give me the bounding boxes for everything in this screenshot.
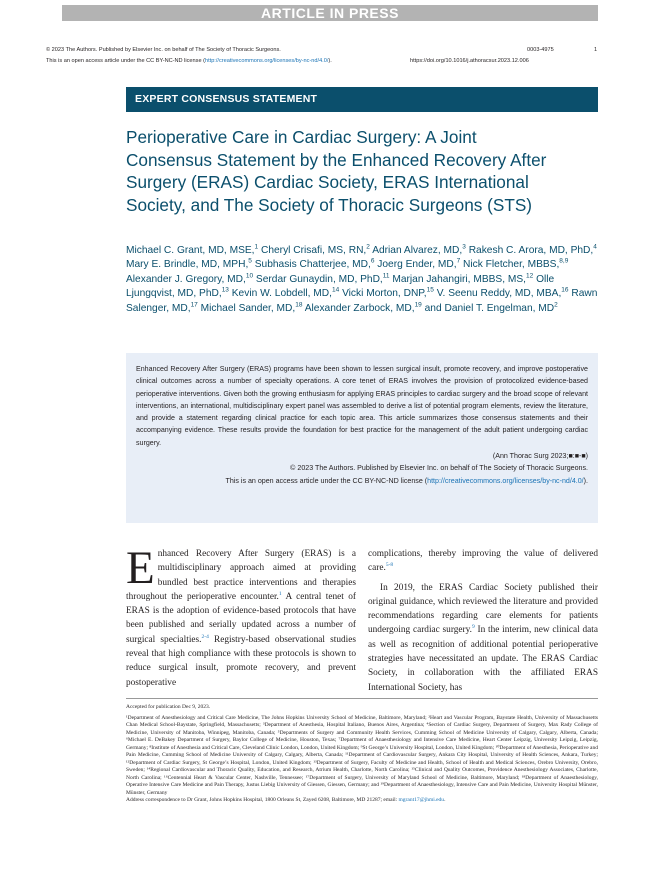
- author-affiliation: 18: [295, 301, 303, 309]
- author-name: Serdar Gunaydin, MD, PhD,: [255, 273, 383, 285]
- cont-text-b: In 2019, the ERAS Cardiac Society published their original guidance, which reviewed the literature and provided recommendations regarding care elements for patients undergoing cardiac surgery.: [368, 582, 598, 636]
- author-list: [126, 244, 598, 316]
- abstract-license-suffix: ).: [583, 476, 588, 485]
- author: [126, 245, 258, 256]
- abstract-text: Enhanced Recovery After Surgery (ERAS) programs have been shown to lessen surgical insult, promote recovery, and improve postoperative clinical outcomes across a number of specialty operations. A core tenet of ERAS involves the provision of protocolized evidence-based perioperative interventions. Given both the growing enthusiasm for applying ERAS principles to cardiac surgery and the broad scope of relevant interventions, an international, multidisciplinary expert panel was assembled to derive a list of potential program elements, review the literature, and provide a statement regarding clinical practice for each topic area. This article summarizes those consensus statements and their accompanying evidence. These results provide the foundation for best practice for the management of the adult patient undergoing cardiac surgery.: [136, 365, 588, 447]
- author-name: Subhasis Chatterjee, MD,: [254, 259, 371, 271]
- issn: 0003-4975: [527, 47, 554, 53]
- author-affiliation: 5: [248, 258, 252, 266]
- author-name: Joerg Ender, MD,: [377, 259, 457, 271]
- author-name: Marjan Jahangiri, MBBS, MS,: [392, 273, 526, 285]
- author-name: Alexander J. Gregory, MD,: [126, 273, 246, 285]
- ref-link[interactable]: 5-8: [385, 562, 394, 569]
- correspondence-suffix: .: [444, 797, 446, 803]
- author-affiliation: 10: [245, 272, 254, 280]
- author: [342, 288, 434, 299]
- intro-text-c: Registry-based observational studies reveal that high compliance with these protocols is shown to reduce surgical insult, promote recovery, and prevent postoperative: [126, 634, 356, 688]
- license-prefix: This is an open access article under the CC BY-NC-ND license (: [46, 58, 205, 64]
- footnotes: [126, 704, 598, 805]
- author-name: Vicki Morton, DNP,: [342, 288, 427, 300]
- abstract-citation: (Ann Thorac Surg 2023;■:■-■): [492, 452, 588, 461]
- footnote-divider: [126, 698, 598, 699]
- eras-2019-paragraph: [368, 581, 598, 695]
- author-affiliation: 17: [190, 301, 198, 309]
- email-link[interactable]: mgrant17@jhmi.edu: [398, 797, 445, 803]
- author: [256, 274, 390, 285]
- author: [126, 274, 253, 285]
- abstract-license-link[interactable]: http://creativecommons.org/licenses/by-nc-nd/4.0/: [427, 476, 584, 485]
- abstract-license-prefix: This is an open access article under the CC BY-NC-ND license (: [225, 476, 428, 485]
- author-name: Cheryl Crisafi, MS, RN,: [260, 245, 367, 256]
- cont-text-c: In the interim, new clinical data as well as recognition of additional potential perioperative strategies have necessitated an update. The ERAS Cardiac Society, in collaboration with the affiliated ERAS International Society, has: [368, 625, 599, 693]
- abstract-copyright: © 2023 The Authors. Published by Elsevier Inc. on behalf of The Society of Thoracic Surgeons.: [290, 464, 588, 473]
- intro-text-a: nhanced Recovery After Surgery (ERAS) is a multidisciplinary approach aimed at providing bundled best practice interventions and therapies throughout the perioperative encounter.: [126, 549, 356, 602]
- author-affiliation: 3: [462, 243, 466, 251]
- ref-link[interactable]: 9: [472, 624, 475, 631]
- author-name: Olle Ljungqvist, MD, PhD,: [126, 273, 555, 300]
- author-affiliation: 11: [382, 272, 390, 280]
- article-title: Perioperative Care in Cardiac Surgery: A Joint Consensus Statement by the Enhanced Recovery After Surgery (ERAS) Cardiac Society, ERAS International Society, and The Society of Thoracic Surgeons (STS): [126, 127, 547, 215]
- author: [392, 274, 533, 285]
- author-name: Rawn Salenger, MD,: [126, 288, 598, 314]
- author-name: V. Seenu Reddy, MD, MBA,: [436, 288, 562, 300]
- author-name: Mary E. Brindle, MD, MPH,: [126, 259, 249, 271]
- body-column-left: [126, 542, 356, 690]
- author: [444, 303, 557, 314]
- author: [425, 303, 442, 314]
- author-affiliation: 2: [366, 243, 370, 251]
- section-label: EXPERT CONSENSUS STATEMENT: [126, 87, 598, 112]
- author-name: Rakesh C. Arora, MD, PhD,: [468, 245, 594, 256]
- correspondence-prefix: Address correspondence to Dr Grant, Johns Hopkins Hospital, 1800 Orleans St, Zayed 6208, Baltimore, MD 21287; email:: [126, 797, 399, 803]
- author: [377, 259, 460, 270]
- author-affiliation: 1: [254, 243, 259, 251]
- author: [261, 245, 370, 256]
- ref-link[interactable]: 1: [278, 590, 282, 597]
- author-name: and: [424, 302, 442, 314]
- author: [305, 303, 422, 314]
- author-name: Alexander Zarbock, MD,: [304, 302, 415, 314]
- continuation-paragraph: [368, 547, 598, 576]
- license-suffix: ).: [328, 58, 332, 64]
- author: [201, 303, 303, 314]
- doi-link[interactable]: https://doi.org/10.1016/j.athoracsur.2023.12.006: [410, 58, 529, 64]
- intro-text-b: A central tenet of ERAS is the adoption of evidence-based protocols that have been published and serially updated across a number of surgical specialties.: [126, 591, 356, 645]
- author-name: Kevin W. Lobdell, MD,: [231, 288, 332, 300]
- author: [126, 259, 252, 270]
- drop-cap: E: [126, 542, 155, 594]
- author-affiliation: 12: [525, 272, 534, 280]
- author-affiliation: 15: [426, 286, 434, 294]
- author-affiliation: 13: [221, 286, 229, 294]
- author: [463, 259, 568, 270]
- author-name: Daniel T. Engelman, MD: [444, 302, 555, 314]
- affiliations: ¹Department of Anesthesiology and Critical Care Medicine, The Johns Hopkins University School of Medicine, Baltimore, Maryland; ²Heart and Vascular Program, Baystate Health, University of Massachusetts Chan Medical School-Baystate, Springfield, Massachusetts; ³Department of Anesthesia, Hospital Italiano, Buenos Aires, Argentina; ⁴Section of Cardiac Surgery, Department of Surgery, Max Rady College of Medicine, University of Manitoba, Winnipeg, Manitoba, Canada; ⁵Departments of Surgery and Community Health Services, Cumming School of Medicine University of Calgary, Calgary, Alberta, Canada; ⁶Michael E. DeBakey Department of Surgery, Baylor College of Medicine, Houston, Texas; ⁷Department of Anaesthesiology and Intensive Care Medicine, Heart Center Leipzig, University Leipzig, Leipzig, Germany; ⁸Institute of Anesthesia and Critical Care, Cleveland Clinic London, London, United Kingdom; ⁹St George’s University Hospital, London, United Kingdom; ¹⁰Department of Anesthesia, Perioperative and Pain Medicine, Cumming School of Medicine University of Calgary, Calgary, Alberta, Canada; ¹¹Department of Cardiovascular Surgery, Ankara City Hospital, University of Health Sciences, Ankara, Turkey; ¹²Department of Cardiac Surgery, St George’s Hospital, London, United Kingdom; ¹³Department of Surgery, Faculty of Medicine and Health, School of Health and Medical Sciences, Orebro University, Orebro, Sweden; ¹⁴Regional Cardiovascular and Thoracic Quality, Education, and Research, Atrium Health, Charlotte, North Carolina; ¹⁵Clinical and Quality Outcomes, Providence Anesthesiology Associates, Charlotte, North Carolina; ¹⁶Centennial Heart & Vascular Center, Nashville, Tennessee; ¹⁷Department of Surgery, University of Maryland School of Medicine, Baltimore, Maryland; ¹⁸Department of Anaesthesiology, Operative Intensive Care Medicine and Pain Therapy, Justus Liebig University of Giessen, Giessen, Germany; and ¹⁹Department of Anaesthesiology, Intensive Care and Pain Medicine, University Hospital Münster, Münster, Germany: [126, 714, 598, 796]
- ref-link[interactable]: 2-4: [201, 633, 209, 640]
- author-name: Nick Fletcher, MBBS,: [463, 259, 560, 271]
- cont-text-a: complications, thereby improving the value of delivered care.: [368, 549, 598, 574]
- abstract-license: [136, 475, 588, 487]
- accepted-date: Accepted for publication Dec 9, 2023.: [126, 704, 211, 710]
- author-name: Adrian Alvarez, MD,: [372, 245, 463, 256]
- correspondence: [126, 797, 598, 805]
- page-number: 1: [594, 47, 598, 53]
- author-affiliation: 14: [331, 286, 340, 294]
- article-in-press-banner: ARTICLE IN PRESS: [62, 5, 598, 21]
- author: [255, 259, 375, 270]
- intro-paragraph: [126, 542, 356, 690]
- author-affiliation: 4: [593, 243, 597, 251]
- author-affiliation: 16: [561, 286, 569, 294]
- author-affiliation: 19: [414, 301, 422, 309]
- header-license: [46, 58, 332, 65]
- author: [372, 245, 466, 256]
- header-copyright: © 2023 The Authors. Published by Elsevier Inc. on behalf of The Society of Thoracic Surgeons.: [46, 47, 281, 53]
- author-affiliation: 7: [456, 258, 461, 266]
- license-link[interactable]: http://creativecommons.org/licenses/by-nc-nd/4.0/: [204, 58, 329, 64]
- author-affiliation: 6: [370, 258, 375, 266]
- body-column-right: [368, 547, 598, 695]
- author-name: Michael C. Grant, MD, MSE,: [126, 245, 255, 256]
- author-affiliation: 8,9: [559, 258, 569, 266]
- author-name: Michael Sander, MD,: [200, 302, 296, 314]
- author-affiliation: 2: [554, 301, 558, 309]
- author: [232, 288, 339, 299]
- author: [469, 245, 597, 256]
- author: [437, 288, 569, 299]
- abstract-box: [126, 353, 598, 523]
